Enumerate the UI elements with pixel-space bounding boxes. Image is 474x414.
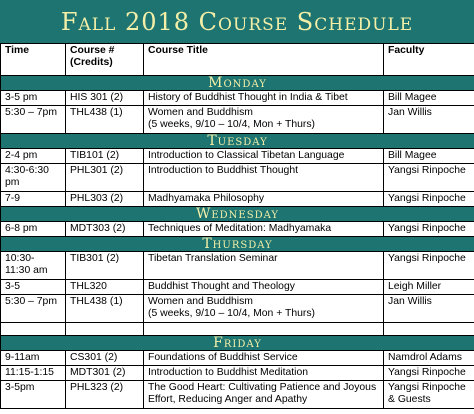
cell-time-line1: 11:15-1:15	[5, 367, 54, 378]
cell-faculty-line1: Yangsi Rinpoche	[388, 165, 466, 176]
cell-course	[66, 381, 144, 409]
cell-course	[66, 192, 144, 207]
cell-faculty	[384, 91, 474, 106]
header-course-label: Course #	[70, 45, 115, 56]
cell-course	[66, 106, 144, 134]
day-header-tuesday: Tuesday	[1, 134, 474, 149]
cell-title-line1: Introduction to Buddhist Meditation	[148, 367, 308, 378]
cell-time	[1, 192, 66, 207]
day-row-thursday	[1, 237, 474, 252]
cell-faculty-line1: Yangsi Rinpoche	[388, 367, 466, 378]
table-row	[1, 295, 474, 323]
table-row	[1, 222, 474, 237]
day-header-friday: Friday	[1, 336, 474, 351]
cell-faculty	[384, 280, 474, 295]
cell-title	[144, 106, 384, 134]
cell-faculty-line1: Yangsi Rinpoche	[388, 382, 466, 393]
cell-title	[144, 280, 384, 295]
cell-title-line1: Tibetan Translation Seminar	[148, 253, 278, 264]
cell-title	[144, 149, 384, 164]
day-row-tuesday	[1, 134, 474, 149]
cell-faculty-line1: Bill Magee	[388, 150, 437, 161]
cell-title	[144, 252, 384, 280]
spacer-cell	[144, 323, 384, 336]
spacer-cell	[66, 323, 144, 336]
cell-title-line1: Women and Buddhism	[148, 107, 253, 118]
cell-course-line1: PHL323 (2)	[70, 382, 124, 393]
cell-time-line1: 5:30 – 7pm	[5, 296, 57, 307]
cell-title-line1: Women and Buddhism	[148, 296, 253, 307]
cell-time	[1, 222, 66, 237]
cell-title-line1: The Good Heart: Cultivating Patience and Joyous	[148, 382, 377, 393]
cell-time	[1, 149, 66, 164]
cell-title-line1: Introduction to Classical Tibetan Language	[148, 150, 345, 161]
cell-title	[144, 164, 384, 192]
cell-course-line1: HIS 301 (2)	[70, 92, 124, 103]
cell-course	[66, 149, 144, 164]
cell-time-line2: pm	[5, 177, 20, 188]
cell-faculty-line1: Yangsi Rinpoche	[388, 193, 466, 204]
cell-time	[1, 295, 66, 323]
cell-course	[66, 366, 144, 381]
cell-faculty-line1: Yangsi Rinpoche	[388, 253, 466, 264]
cell-title	[144, 295, 384, 323]
cell-faculty	[384, 366, 474, 381]
cell-time	[1, 252, 66, 280]
table-row	[1, 164, 474, 192]
cell-course-line1: TIB301 (2)	[70, 253, 120, 264]
cell-time-line1: 3-5	[5, 281, 21, 292]
day-row-friday	[1, 336, 474, 351]
cell-faculty	[384, 351, 474, 366]
day-row-monday	[1, 76, 474, 91]
cell-course-line1: PHL301 (2)	[70, 165, 124, 176]
header-faculty: Faculty	[384, 44, 474, 76]
cell-faculty	[384, 149, 474, 164]
cell-faculty	[384, 222, 474, 237]
day-header-wednesday: Wednesday	[1, 207, 474, 222]
cell-time-line1: 6-8 pm	[5, 223, 38, 234]
cell-course-line1: MDT303 (2)	[70, 223, 126, 234]
cell-title-line1: Foundations of Buddhist Service	[148, 352, 298, 363]
cell-course-line1: MDT301 (2)	[70, 367, 126, 378]
cell-faculty-line1: Bill Magee	[388, 92, 437, 103]
cell-course	[66, 351, 144, 366]
cell-time	[1, 91, 66, 106]
cell-title-line2: Effort, Reducing Anger and Apathy	[148, 394, 308, 405]
spacer-cell	[1, 323, 66, 336]
cell-time-line1: 4:30-6:30	[5, 165, 49, 176]
cell-title-line2: (5 weeks, 9/10 – 10/4, Mon + Thurs)	[148, 119, 316, 130]
table-row	[1, 192, 474, 207]
cell-title-line1: History of Buddhist Thought in India & Tibet	[148, 92, 348, 103]
table-row	[1, 252, 474, 280]
day-header-monday: Monday	[1, 76, 474, 91]
cell-title	[144, 192, 384, 207]
cell-title	[144, 91, 384, 106]
cell-faculty	[384, 295, 474, 323]
cell-title-line1: Madhyamaka Philosophy	[148, 193, 265, 204]
cell-time	[1, 106, 66, 134]
cell-faculty-line1: Jan Willis	[388, 107, 432, 118]
table-row	[1, 381, 474, 409]
cell-course	[66, 252, 144, 280]
cell-course-line1: PHL303 (2)	[70, 193, 124, 204]
cell-course-line1: CS301 (2)	[70, 352, 118, 363]
spacer-cell	[384, 323, 474, 336]
cell-time	[1, 381, 66, 409]
cell-title	[144, 381, 384, 409]
cell-course-line1: TIB101 (2)	[70, 150, 120, 161]
cell-time-line1: 2-4 pm	[5, 150, 38, 161]
cell-course-line1: THL320	[70, 281, 107, 292]
cell-title	[144, 351, 384, 366]
cell-title	[144, 222, 384, 237]
table-row	[1, 149, 474, 164]
cell-faculty	[384, 106, 474, 134]
cell-faculty	[384, 252, 474, 280]
cell-title-line1: Introduction to Buddhist Thought	[148, 165, 298, 176]
cell-course-line1: THL438 (1)	[70, 296, 123, 307]
cell-faculty-line1: Namdrol Adams	[388, 352, 462, 363]
cell-time-line1: 7-9	[5, 193, 21, 204]
table-row	[1, 91, 474, 106]
day-row-wednesday	[1, 207, 474, 222]
cell-title-line2: (5 weeks, 9/10 – 10/4, Mon + Thurs)	[148, 308, 316, 319]
cell-time-line1: 3-5pm	[5, 382, 35, 393]
table-row	[1, 280, 474, 295]
header-row	[1, 44, 474, 76]
cell-faculty-line1: Yangsi Rinpoche	[388, 223, 466, 234]
cell-course-line1: THL438 (1)	[70, 107, 123, 118]
table-row	[1, 106, 474, 134]
spacer-row	[1, 323, 474, 336]
cell-course	[66, 164, 144, 192]
cell-faculty-line2: & Guests	[388, 394, 431, 405]
table-row	[1, 351, 474, 366]
cell-time	[1, 366, 66, 381]
schedule-table	[0, 43, 474, 409]
table-row	[1, 366, 474, 381]
cell-course	[66, 280, 144, 295]
cell-faculty-line1: Jan Willis	[388, 296, 432, 307]
schedule-body	[1, 76, 474, 409]
header-course	[66, 44, 144, 76]
cell-course	[66, 222, 144, 237]
cell-time-line1: 3-5 pm	[5, 92, 38, 103]
cell-time-line2: 11:30 am	[5, 265, 48, 276]
cell-faculty	[384, 381, 474, 409]
cell-title	[144, 366, 384, 381]
day-header-thursday: Thursday	[1, 237, 474, 252]
header-time: Time	[1, 44, 66, 76]
cell-title-line1: Buddhist Thought and Theology	[148, 281, 295, 292]
cell-course	[66, 91, 144, 106]
cell-time	[1, 280, 66, 295]
cell-faculty	[384, 164, 474, 192]
page-title: Fall 2018 Course Schedule	[0, 0, 474, 43]
header-credits-label: (Credits)	[70, 57, 113, 68]
cell-course	[66, 295, 144, 323]
header-title: Course Title	[144, 44, 384, 76]
cell-faculty-line1: Leigh Miller	[388, 281, 442, 292]
cell-faculty	[384, 192, 474, 207]
cell-time-line1: 5:30 – 7pm	[5, 107, 57, 118]
cell-time-line1: 10:30-	[5, 253, 35, 264]
cell-title-line1: Techniques of Meditation: Madhyamaka	[148, 223, 332, 234]
cell-time-line1: 9-11am	[5, 352, 40, 363]
cell-time	[1, 164, 66, 192]
cell-time	[1, 351, 66, 366]
